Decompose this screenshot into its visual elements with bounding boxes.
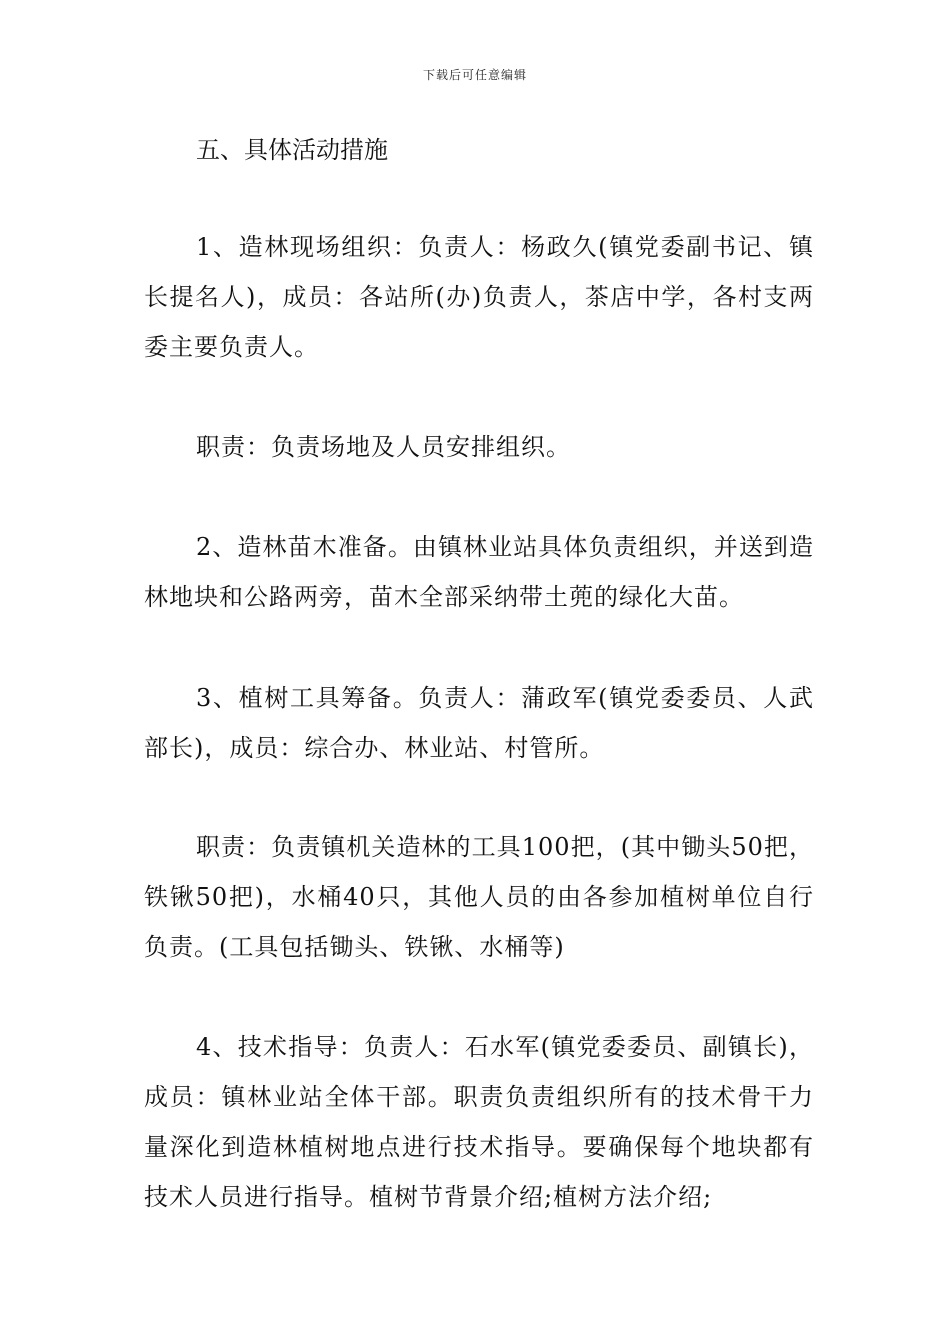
paragraph-seedling-preparation: 2、造林苗木准备。由镇林业站具体负责组织，并送到造林地块和公路两旁，苗木全部采纳带土蔸的绿化大苗。 xyxy=(144,533,814,611)
page-header: 下载后可任意编辑 xyxy=(422,68,527,82)
section-heading: 五、具体活动措施 xyxy=(196,136,388,164)
paragraph-tool-duty: 职责：负责镇机关造林的工具100把，(其中锄头50把，铁锹50把)，水桶40只，其他人员的由各参加植树单位自行负责。(工具包括锄头、铁锹、水桶等) xyxy=(144,833,814,961)
paragraph-site-duty: 职责：负责场地及人员安排组织。 xyxy=(196,433,571,461)
paragraph-site-organization: 1、造林现场组织：负责人：杨政久(镇党委副书记、镇长提名人)，成员：各站所(办)负责人，茶店中学，各村支两委主要负责人。 xyxy=(144,233,814,361)
paragraph-tool-preparation: 3、植树工具筹备。负责人：蒲政军(镇党委委员、人武部长)，成员：综合办、林业站、村管所。 xyxy=(144,684,814,762)
paragraph-technical-guidance: 4、技术指导：负责人：石水军(镇党委委员、副镇长)，成员：镇林业站全体干部。职责负责组织所有的技术骨干力量深化到造林植树地点进行技术指导。要确保每个地块都有技术人员进行指导。植树节背景介绍;植树方法介绍; xyxy=(144,1033,814,1211)
